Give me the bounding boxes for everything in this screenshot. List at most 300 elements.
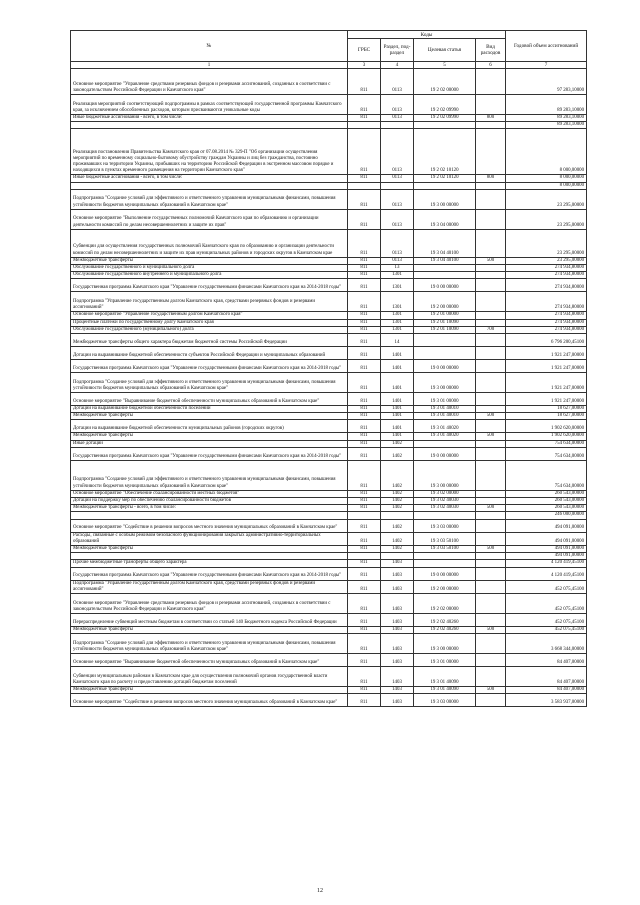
page-number: 12: [317, 888, 323, 894]
cell-sum: 274 934,80000: [506, 319, 587, 326]
cell-rz: [381, 122, 414, 129]
cell-csr: 19 0 00 00000: [414, 279, 476, 292]
cell-vr: 500: [476, 257, 506, 264]
cell-name: Реализация постановления Правительства Камчатского края от 07.08.2014 № 329-П "Об организации осуществления мероприятий по временному социально-бытовому обустройству граждан Украины и лиц без гражданства, постоянно проживавших на территории Украины, прибывших на территорию Российской Федерации в экстренном массовом порядке и находящихся в пунктах временного размещения на территории Камчатского края": [71, 129, 348, 175]
cell-name: Подпрограмма "Создание условий для эффективного и ответственного управления муниципальными финансами, повышения устойчивости бюджетов муниципальных образований в Камчатском крае": [71, 373, 348, 393]
cell-name: Основное мероприятие "Управление средствами резервных фондов и резервами ассигнований, созданных в соответствии с законодательством Российской Федерации и Камчатского края": [71, 594, 348, 614]
cell-vr: [476, 393, 506, 406]
colnum-1: 1: [71, 62, 348, 69]
cell-vr: [476, 460, 506, 490]
table-row: [71, 360, 587, 373]
table-row: [71, 654, 587, 667]
cell-rz: 1301: [381, 319, 414, 326]
cell-csr: 19 3 03 50100: [414, 532, 476, 545]
header-razdel: Раздел, под-раздел: [381, 39, 414, 62]
cell-vr: [476, 95, 506, 115]
cell-vr: [476, 447, 506, 460]
cell-vr: [476, 667, 506, 687]
cell-sum: 4 120 419,45100: [506, 560, 587, 567]
cell-sum: 260 543,00000: [506, 490, 587, 497]
cell-sum: 8 000,00000: [506, 175, 587, 182]
cell-grbs: 811: [348, 560, 381, 567]
cell-sum: 23 295,00000: [506, 257, 587, 264]
cell-name: Субвенции муниципальным районам в Камчатском крае для осуществления полномочий органов государственной власти Камчатского края по расчету и предоставлению дотаций бюджетам поселений: [71, 667, 348, 687]
colnum-3: 3: [348, 62, 381, 69]
cell-grbs: 811: [348, 257, 381, 264]
cell-rz: 1402: [381, 532, 414, 545]
cell-name: Подпрограмма "Управление государственным долгом Камчатского края, средствами резервных фондов и резервами ассигнований": [71, 580, 348, 593]
table-row: [71, 347, 587, 360]
cell-rz: 1403: [381, 580, 414, 593]
cell-vr: [476, 440, 506, 447]
cell-rz: 1402: [381, 546, 414, 553]
cell-grbs: 811: [348, 413, 381, 420]
cell-rz: 0113: [381, 69, 414, 95]
cell-rz: 14: [381, 334, 414, 347]
table-row: [71, 447, 587, 460]
table-row: [71, 175, 587, 182]
cell-csr: [414, 440, 476, 447]
cell-grbs: 811: [348, 627, 381, 634]
table-row: [71, 279, 587, 292]
cell-name: Межбюджетные трансферты: [71, 546, 348, 553]
table-row: [71, 440, 587, 447]
cell-name: Обслуживание государственного и муниципального долга: [71, 265, 348, 272]
cell-vr: [476, 279, 506, 292]
cell-grbs: 811: [348, 567, 381, 580]
cell-csr: [414, 560, 476, 567]
cell-vr: [476, 129, 506, 175]
cell-name: Дотации на выравнивание бюджетной обеспеченности поселений: [71, 406, 348, 413]
cell-csr: 19 3 03 50100: [414, 546, 476, 553]
cell-vr: 500: [476, 433, 506, 440]
cell-name: [71, 122, 348, 129]
cell-grbs: 811: [348, 580, 381, 593]
cell-name: Межбюджетные трансферты: [71, 257, 348, 264]
colnum-6: 6: [476, 62, 506, 69]
cell-grbs: 811: [348, 546, 381, 553]
table-row: [71, 292, 587, 312]
cell-vr: [476, 512, 506, 519]
cell-grbs: 811: [348, 667, 381, 687]
cell-sum: 274 934,80000: [506, 272, 587, 279]
cell-rz: 1403: [381, 687, 414, 694]
cell-csr: 19 2 02 00000: [414, 594, 476, 614]
cell-sum: 452 075,45100: [506, 614, 587, 627]
cell-csr: 19 0 00 00000: [414, 447, 476, 460]
header-grbs: ГРБС: [348, 39, 381, 62]
cell-sum: 3 668 344,00000: [506, 634, 587, 654]
cell-csr: 19 0 00 00000: [414, 360, 476, 373]
cell-rz: 1301: [381, 292, 414, 312]
cell-grbs: 811: [348, 519, 381, 532]
cell-vr: [476, 406, 506, 413]
cell-rz: 1403: [381, 654, 414, 667]
cell-rz: 1402: [381, 490, 414, 497]
cell-grbs: [348, 122, 381, 129]
cell-rz: 1301: [381, 279, 414, 292]
cell-name: [71, 182, 348, 189]
cell-csr: [414, 512, 476, 519]
cell-vr: [476, 122, 506, 129]
cell-rz: 1403: [381, 567, 414, 580]
cell-csr: 19 3 02 40030: [414, 498, 476, 505]
cell-csr: 19 2 02 00000: [414, 69, 476, 95]
cell-vr: [476, 519, 506, 532]
cell-csr: 19 3 00 00000: [414, 373, 476, 393]
cell-grbs: 811: [348, 460, 381, 490]
cell-name: Обслуживание государственного внутреннего и муниципального долга: [71, 272, 348, 279]
cell-rz: 0113: [381, 129, 414, 175]
table-row: [71, 519, 587, 532]
cell-name: Подпрограмма "Создание условий для эффективного и ответственного управления муниципальными финансами, повышения устойчивости бюджетов муниципальных образований в Камчатском крае": [71, 634, 348, 654]
cell-rz: 1401: [381, 413, 414, 420]
cell-vr: [476, 580, 506, 593]
cell-sum: 84 407,00000: [506, 654, 587, 667]
cell-grbs: 811: [348, 347, 381, 360]
colnum-7: 7: [506, 62, 587, 69]
cell-rz: 1402: [381, 519, 414, 532]
cell-name: Дотации на выравнивание бюджетной обеспеченности муниципальных районов (городских округов): [71, 420, 348, 433]
cell-grbs: 811: [348, 115, 381, 122]
cell-sum: 8 000,00000: [506, 129, 587, 175]
cell-name: Межбюджетные трансферты - всего, в том числе:: [71, 505, 348, 512]
header-vr: Вид расходов: [476, 39, 506, 62]
cell-rz: 1403: [381, 627, 414, 634]
cell-rz: 1401: [381, 360, 414, 373]
cell-rz: 1403: [381, 560, 414, 567]
cell-grbs: [348, 512, 381, 519]
cell-vr: [476, 292, 506, 312]
cell-csr: 19 0 00 00000: [414, 567, 476, 580]
cell-grbs: 811: [348, 440, 381, 447]
cell-csr: 19 2 00 00000: [414, 580, 476, 593]
cell-csr: 19 2 00 00000: [414, 292, 476, 312]
cell-rz: 1401: [381, 373, 414, 393]
cell-csr: 19 3 01 40090: [414, 667, 476, 687]
header-total: Годовой объем ассигнований: [506, 31, 587, 62]
cell-rz: 1402: [381, 440, 414, 447]
cell-vr: [476, 614, 506, 627]
table-row: [71, 122, 587, 129]
cell-sum: 1 921 247,00000: [506, 393, 587, 406]
cell-vr: [476, 182, 506, 189]
cell-rz: 0113: [381, 115, 414, 122]
cell-csr: 19 2 02 09990: [414, 95, 476, 115]
cell-grbs: 811: [348, 292, 381, 312]
cell-grbs: 811: [348, 406, 381, 413]
cell-vr: 500: [476, 687, 506, 694]
cell-rz: 1402: [381, 505, 414, 512]
cell-sum: 6 796 200,45100: [506, 334, 587, 347]
cell-csr: 19 2 02 09990: [414, 115, 476, 122]
table-row: [71, 189, 587, 209]
cell-name: Межбюджетные трансферты: [71, 433, 348, 440]
cell-grbs: 811: [348, 490, 381, 497]
cell-vr: [476, 347, 506, 360]
cell-csr: 19 3 00 00000: [414, 460, 476, 490]
cell-rz: 1401: [381, 420, 414, 433]
cell-csr: 19 3 01 40020: [414, 420, 476, 433]
cell-sum: 494 091,00000: [506, 546, 587, 553]
cell-vr: 500: [476, 627, 506, 634]
cell-rz: 1403: [381, 634, 414, 654]
cell-csr: [414, 265, 476, 272]
cell-grbs: 811: [348, 614, 381, 627]
table-row: [71, 312, 587, 319]
cell-rz: 0113: [381, 95, 414, 115]
cell-vr: 800: [476, 115, 506, 122]
cell-sum: 4 120 419,45100: [506, 567, 587, 580]
cell-csr: 19 3 04 40100: [414, 257, 476, 264]
cell-sum: 452 075,45100: [506, 627, 587, 634]
cell-rz: [381, 512, 414, 519]
cell-sum: 18 627,00000: [506, 413, 587, 420]
colnum-4: 4: [381, 62, 414, 69]
cell-sum: 23 295,00000: [506, 189, 587, 209]
cell-rz: 1403: [381, 694, 414, 707]
cell-rz: 0113: [381, 175, 414, 182]
cell-name: Расходы, связанные с особым режимом безопасного функционирования закрытых административно-территориальных образований: [71, 532, 348, 545]
table-row: [71, 334, 587, 347]
cell-grbs: 811: [348, 265, 381, 272]
table-row: [71, 326, 587, 333]
cell-vr: 700: [476, 326, 506, 333]
cell-vr: [476, 634, 506, 654]
cell-csr: 19 3 01 40010: [414, 413, 476, 420]
cell-rz: 13: [381, 265, 414, 272]
cell-csr: [414, 553, 476, 560]
cell-grbs: 811: [348, 532, 381, 545]
cell-vr: [476, 373, 506, 393]
cell-vr: [476, 209, 506, 229]
cell-grbs: 811: [348, 129, 381, 175]
cell-csr: 19 3 01 40090: [414, 687, 476, 694]
table-row: [71, 694, 587, 707]
cell-name: Государственная программа Камчатского края "Управление государственными финансами Камчатского края на 2014-2018 годы": [71, 279, 348, 292]
table-row: [71, 490, 587, 497]
cell-sum: 274 934,80000: [506, 312, 587, 319]
cell-grbs: 811: [348, 393, 381, 406]
cell-sum: 754 634,00000: [506, 447, 587, 460]
cell-csr: [414, 122, 476, 129]
cell-rz: 1403: [381, 667, 414, 687]
cell-grbs: 811: [348, 69, 381, 95]
cell-sum: 494 091,00000: [506, 553, 587, 560]
cell-name: Процентные платежи по государственному долгу Камчатского края: [71, 319, 348, 326]
cell-rz: 0113: [381, 189, 414, 209]
cell-vr: [476, 334, 506, 347]
cell-rz: 1401: [381, 347, 414, 360]
cell-sum: 754 634,00000: [506, 460, 587, 490]
cell-csr: 19 2 01 10090: [414, 326, 476, 333]
cell-name: Основное мероприятие "Выполнение государственных полномочий Камчатского края по образованию и организации деятельности комиссий по делам несовершеннолетних и защите их прав": [71, 209, 348, 229]
cell-csr: 19 3 01 40020: [414, 433, 476, 440]
table-body: [71, 69, 587, 707]
table-row: [71, 667, 587, 687]
cell-csr: 19 3 04 40100: [414, 229, 476, 257]
cell-csr: [414, 272, 476, 279]
cell-rz: 1403: [381, 594, 414, 614]
table-row: [71, 265, 587, 272]
cell-name: Основное мероприятие "Управление средствами резервных фондов и резервами ассигнований, созданных в соответствии с законодательством Российской Федерации и Камчатского края": [71, 69, 348, 95]
cell-grbs: 811: [348, 634, 381, 654]
table-row: [71, 634, 587, 654]
cell-rz: 1401: [381, 433, 414, 440]
cell-csr: 19 2 01 10090: [414, 319, 476, 326]
cell-sum: 260 543,00000: [506, 498, 587, 505]
cell-rz: [381, 553, 414, 560]
table-row: [71, 532, 587, 545]
cell-rz: 0113: [381, 209, 414, 229]
cell-grbs: 811: [348, 420, 381, 433]
table-row: [71, 373, 587, 393]
table-row: [71, 95, 587, 115]
cell-vr: [476, 553, 506, 560]
header-csr: Целевая статья: [414, 39, 476, 62]
table-row: [71, 687, 587, 694]
cell-grbs: 811: [348, 312, 381, 319]
colnum-5: 5: [414, 62, 476, 69]
cell-rz: 1402: [381, 498, 414, 505]
header-num: №: [71, 31, 348, 62]
cell-sum: 23 295,00000: [506, 209, 587, 229]
cell-vr: [476, 594, 506, 614]
cell-sum: 754 634,00000: [506, 440, 587, 447]
table-row: [71, 512, 587, 519]
cell-rz: [381, 182, 414, 189]
cell-grbs: 811: [348, 687, 381, 694]
cell-rz: 1403: [381, 614, 414, 627]
cell-name: Основное мероприятие "Выравнивание бюджетной обеспеченности муниципальных образований в Камчатском крае": [71, 393, 348, 406]
table-row: [71, 115, 587, 122]
cell-csr: 19 3 00 00000: [414, 634, 476, 654]
budget-table: [70, 30, 587, 707]
cell-grbs: 811: [348, 229, 381, 257]
cell-vr: [476, 654, 506, 667]
cell-sum: 1 921 247,00000: [506, 373, 587, 393]
cell-name: Государственная программа Камчатского края "Управление государственными финансами Камчатского края на 2014-2018 годы": [71, 360, 348, 373]
cell-name: Межбюджетные трансферты: [71, 687, 348, 694]
table-row: [71, 546, 587, 553]
cell-sum: 274 934,80000: [506, 326, 587, 333]
cell-sum: 452 075,45100: [506, 594, 587, 614]
cell-vr: [476, 490, 506, 497]
table-row: [71, 553, 587, 560]
cell-name: Реализация мероприятий соответствующей подпрограммы в рамках соответствующей государственной программы Камчатского края, за исключением обособленных расходов, которым присваиваются уникальные коды: [71, 95, 348, 115]
budget-table-container: [70, 30, 586, 707]
table-row: [71, 505, 587, 512]
cell-rz: 1401: [381, 393, 414, 406]
table-row: [71, 257, 587, 264]
cell-grbs: 811: [348, 326, 381, 333]
cell-sum: 452 075,45100: [506, 580, 587, 593]
cell-vr: [476, 229, 506, 257]
cell-rz: 0113: [381, 229, 414, 257]
table-row: [71, 498, 587, 505]
table-row: [71, 272, 587, 279]
cell-sum: 274 934,80000: [506, 279, 587, 292]
cell-sum: 1 902 620,00000: [506, 433, 587, 440]
cell-name: Обслуживание государственного (муниципального) долга: [71, 326, 348, 333]
cell-rz: 1402: [381, 460, 414, 490]
cell-name: Основное мероприятие "Содействие в решении вопросов местного значения муниципальных образований в Камчатском крае": [71, 519, 348, 532]
cell-csr: 19 3 04 00000: [414, 209, 476, 229]
table-row: [71, 209, 587, 229]
cell-sum: 246 000,00000: [506, 512, 587, 519]
cell-grbs: 811: [348, 175, 381, 182]
cell-name: Дотации на поддержку мер по обеспечению сбалансированности бюджетов: [71, 498, 348, 505]
cell-csr: [414, 182, 476, 189]
cell-sum: 1 921 247,00000: [506, 347, 587, 360]
cell-grbs: 811: [348, 505, 381, 512]
cell-csr: 19 3 00 00000: [414, 189, 476, 209]
table-row: [71, 460, 587, 490]
cell-csr: 19 3 03 00000: [414, 694, 476, 707]
cell-vr: [476, 567, 506, 580]
cell-csr: 19 3 01 40010: [414, 406, 476, 413]
cell-csr: 19 3 01 00000: [414, 393, 476, 406]
cell-sum: 274 934,80000: [506, 292, 587, 312]
cell-vr: [476, 560, 506, 567]
table-row: [71, 433, 587, 440]
cell-name: Иные бюджетные ассигнования - всего, в том числе:: [71, 175, 348, 182]
cell-csr: 19 3 03 00000: [414, 519, 476, 532]
cell-sum: 18 627,00000: [506, 406, 587, 413]
cell-name: Подпрограмма "Создание условий для эффективного и ответственного управления муниципальными финансами, повышения устойчивости бюджетов муниципальных образований в Камчатском крае": [71, 460, 348, 490]
cell-rz: 1301: [381, 326, 414, 333]
cell-name: Подпрограмма "Создание условий для эффективного и ответственного управления муниципальными финансами, повышения устойчивости бюджетов муниципальных образований в Камчатском крае": [71, 189, 348, 209]
cell-grbs: 811: [348, 433, 381, 440]
cell-sum: 494 091,00000: [506, 519, 587, 532]
cell-csr: 19 2 02 10120: [414, 129, 476, 175]
header-codes: Коды: [348, 31, 506, 39]
cell-name: Основное мероприятие "Выравнивание бюджетной обеспеченности муниципальных образований в Камчатском крае": [71, 654, 348, 667]
cell-grbs: 811: [348, 360, 381, 373]
table-row: [71, 614, 587, 627]
cell-vr: [476, 189, 506, 209]
cell-csr: 19 3 02 00000: [414, 490, 476, 497]
cell-vr: [476, 360, 506, 373]
column-numbers-row: [71, 62, 587, 69]
table-row: [71, 413, 587, 420]
cell-vr: [476, 532, 506, 545]
cell-grbs: 811: [348, 594, 381, 614]
cell-vr: 800: [476, 175, 506, 182]
table-row: [71, 594, 587, 614]
table-row: [71, 229, 587, 257]
cell-csr: 19 2 02 10120: [414, 175, 476, 182]
cell-grbs: [348, 553, 381, 560]
cell-grbs: 811: [348, 189, 381, 209]
cell-name: Иные дотации: [71, 440, 348, 447]
cell-sum: 89 283,10000: [506, 115, 587, 122]
cell-grbs: 811: [348, 694, 381, 707]
cell-grbs: 811: [348, 654, 381, 667]
cell-vr: [476, 319, 506, 326]
table-row: [71, 560, 587, 567]
cell-grbs: 811: [348, 447, 381, 460]
cell-sum: 8 000,00000: [506, 182, 587, 189]
cell-csr: 19 2 01 00000: [414, 312, 476, 319]
cell-csr: 19 3 02 40030: [414, 505, 476, 512]
cell-grbs: 811: [348, 272, 381, 279]
cell-name: Межбюджетные трансферты: [71, 627, 348, 634]
cell-sum: 89 283,10000: [506, 95, 587, 115]
table-row: [71, 69, 587, 95]
table-row: [71, 182, 587, 189]
cell-grbs: 811: [348, 319, 381, 326]
